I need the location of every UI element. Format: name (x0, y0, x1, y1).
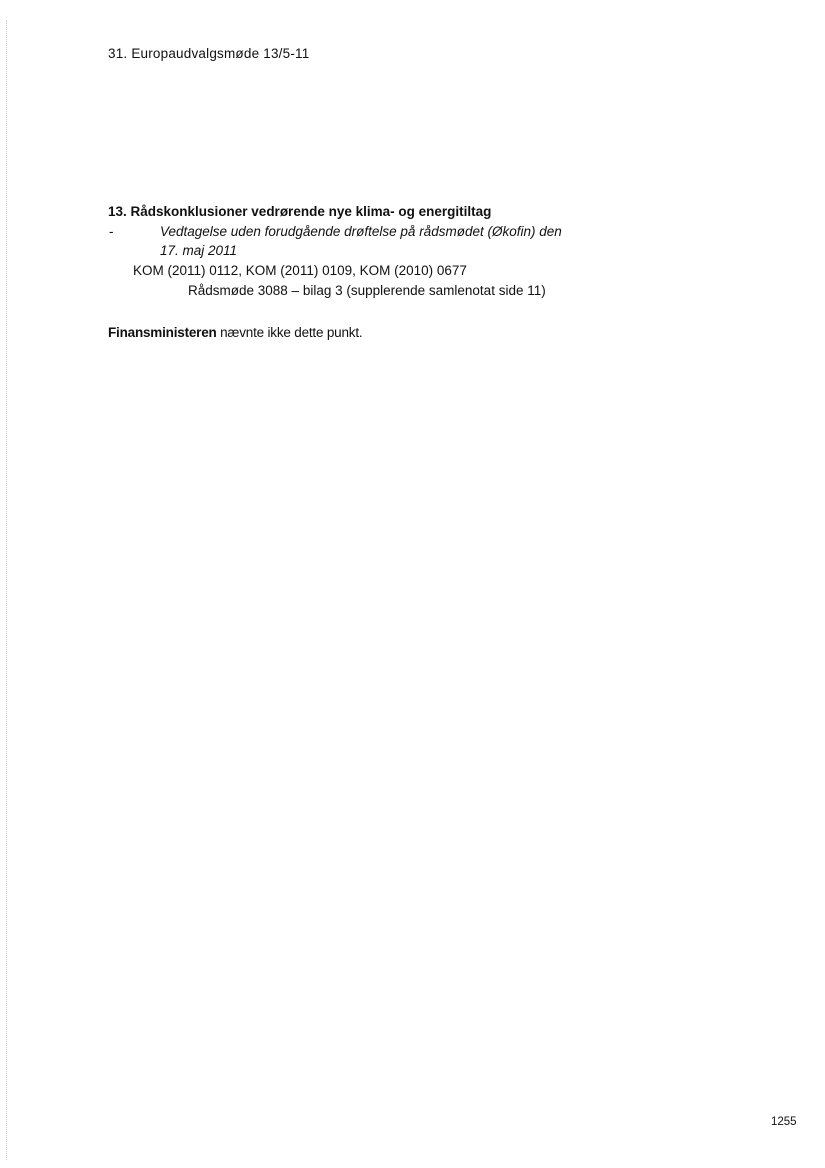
minister-note-text: nævnte ikke dette punkt. (216, 325, 363, 340)
page-number: 1255 (771, 1116, 797, 1128)
list-dash: - (109, 224, 114, 239)
minister-note (108, 325, 362, 340)
council-meeting-reference: Rådsmøde 3088 – bilag 3 (supplerende samlenotat side 11) (188, 283, 546, 298)
adoption-note-line-2: 17. maj 2011 (160, 243, 238, 258)
adoption-note-line-1: Vedtagelse uden forudgående drøftelse på rådsmødet (Økofin) den (160, 224, 562, 239)
minister-name: Finansministeren (108, 325, 217, 340)
agenda-item-title: 13. Rådskonklusioner vedrørende nye klima- og energitiltag (108, 204, 492, 219)
page-header: 31. Europaudvalgsmøde 13/5-11 (108, 46, 310, 61)
scan-edge-line (6, 20, 7, 1160)
kom-references: KOM (2011) 0112, KOM (2011) 0109, KOM (2010) 0677 (133, 263, 467, 278)
